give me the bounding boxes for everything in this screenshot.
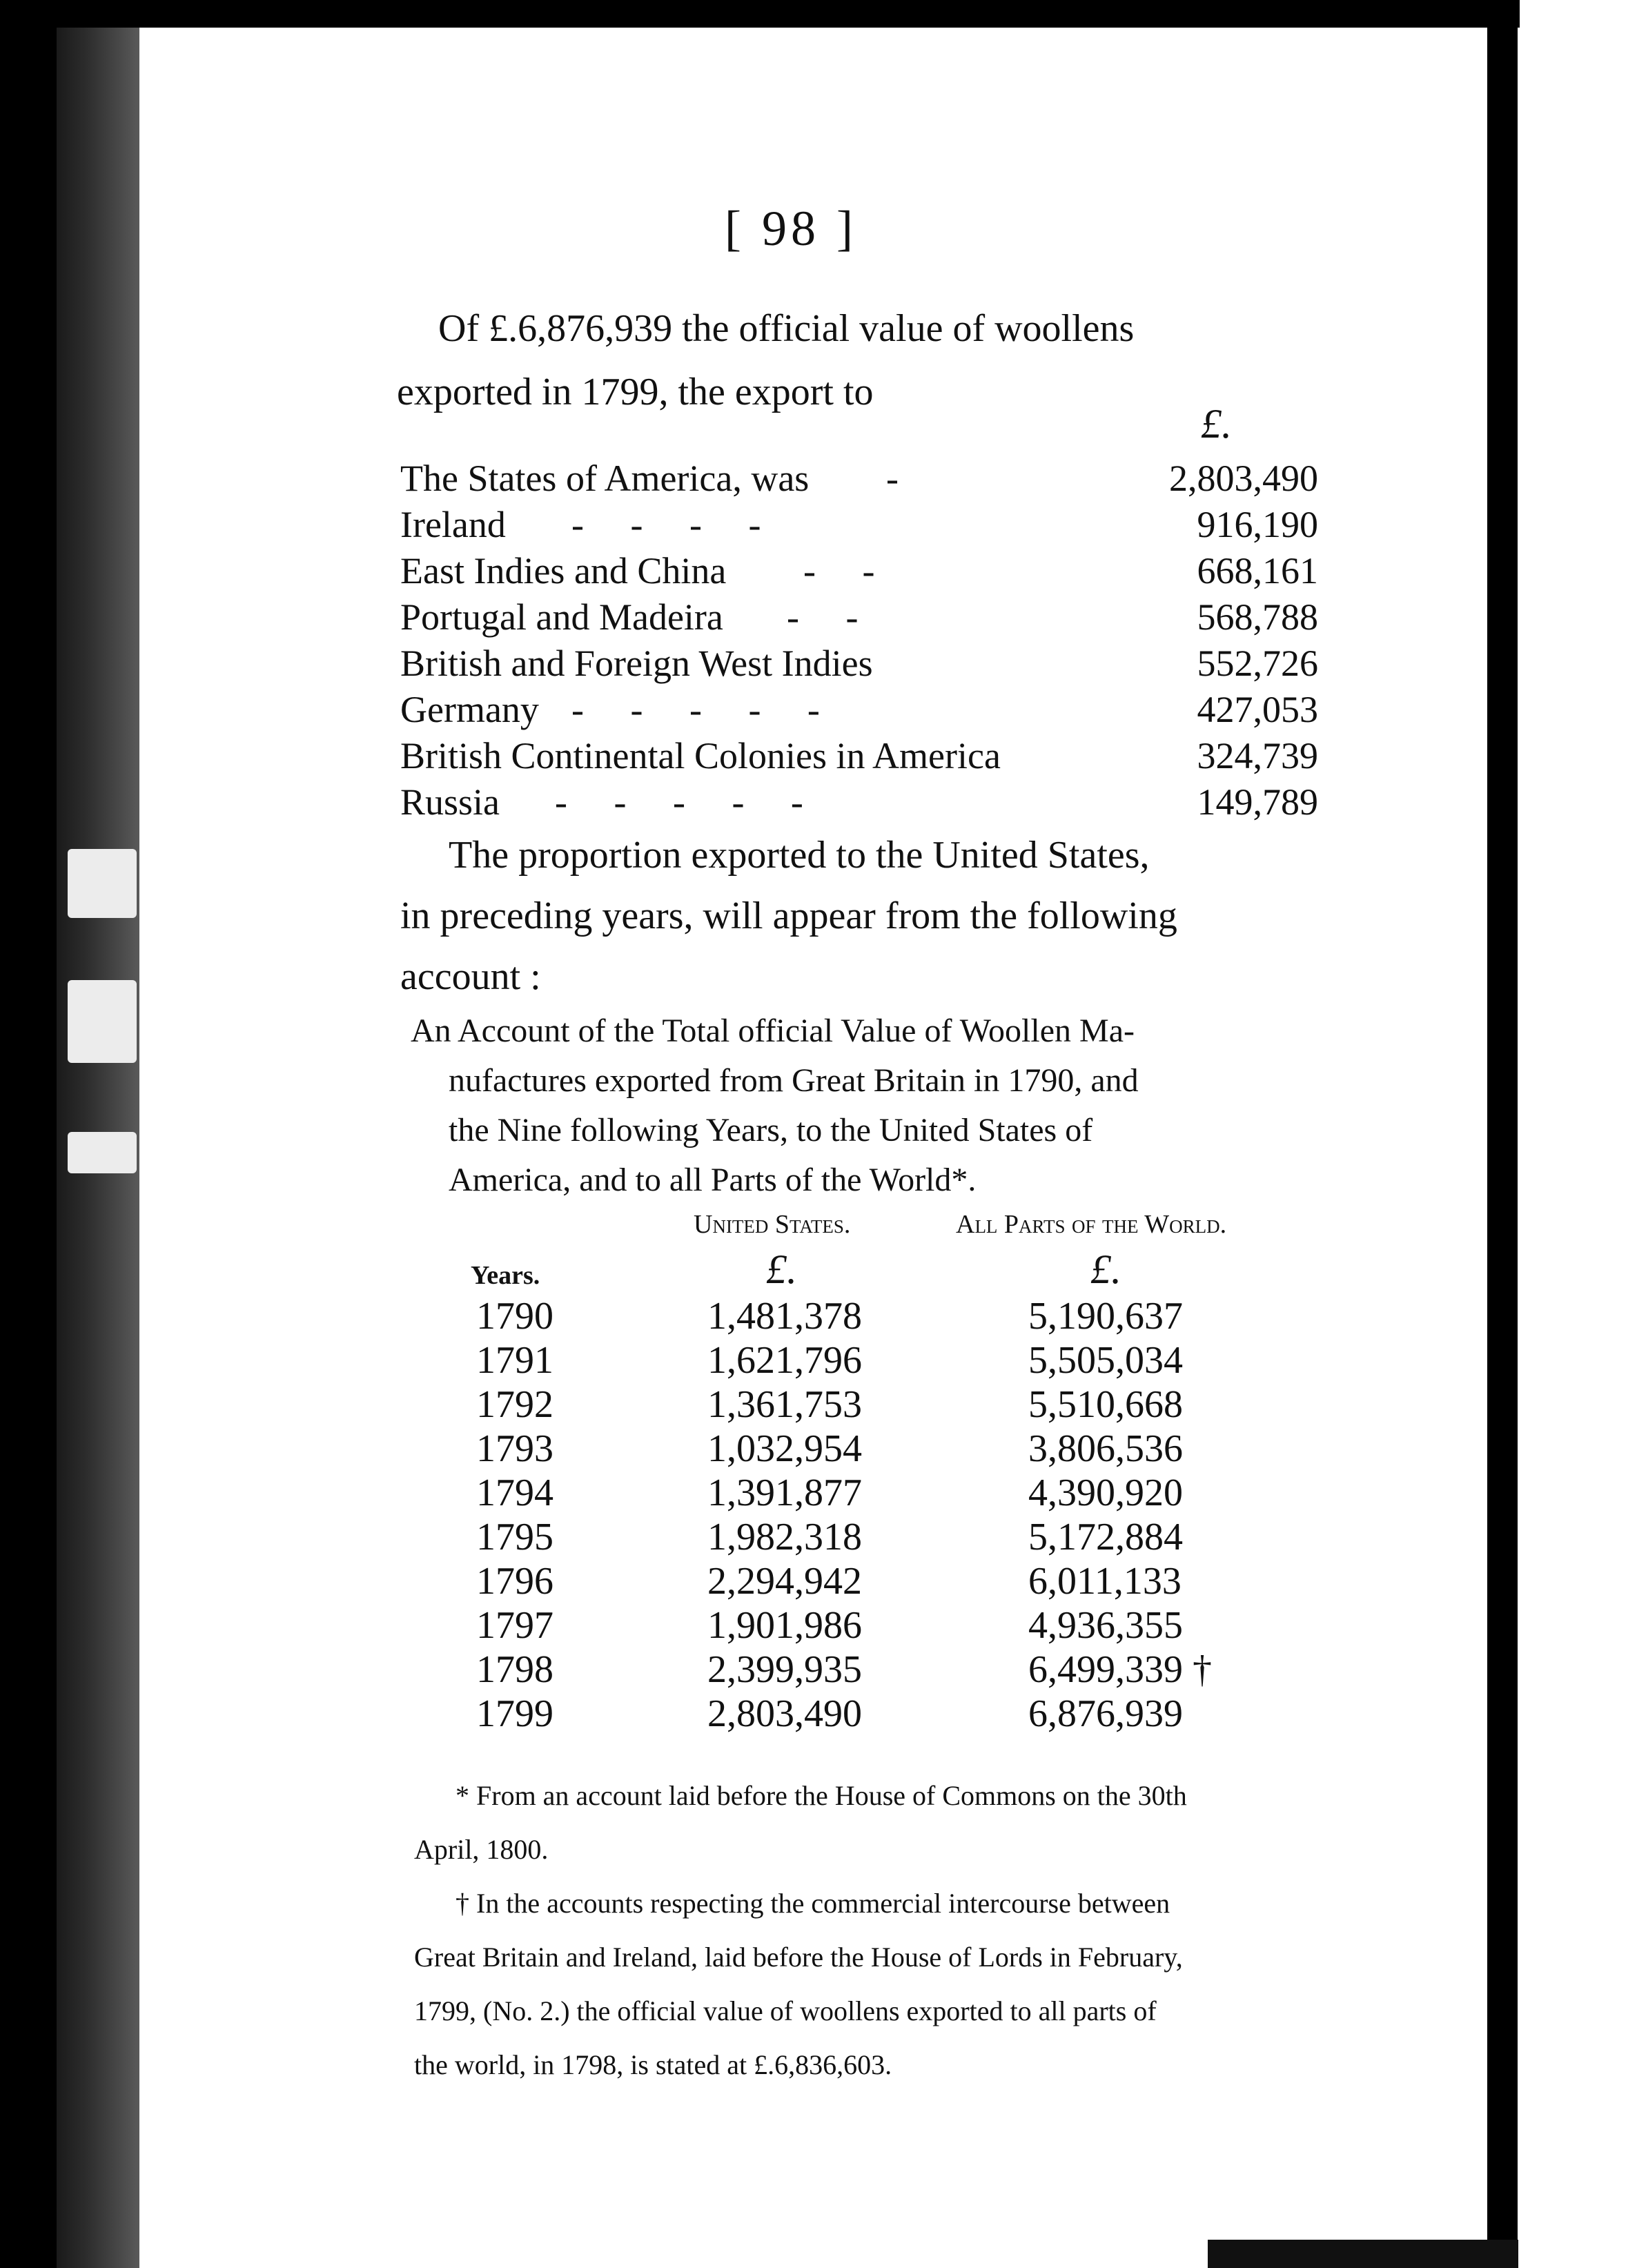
world-value-cell: 6,876,939 xyxy=(1028,1692,1183,1735)
export-row xyxy=(400,502,1318,548)
export-value: 149,789 xyxy=(1197,781,1318,823)
export-value: 552,726 xyxy=(1197,643,1318,684)
proportion-line: in preceding years, will appear from the following xyxy=(400,895,1177,937)
export-value: 2,803,490 xyxy=(1169,458,1318,499)
year-cell: 1797 xyxy=(476,1604,553,1647)
world-currency-mark: £. xyxy=(1090,1247,1121,1292)
table-row xyxy=(476,1603,1304,1648)
export-destination: Ireland xyxy=(400,504,506,545)
export-row xyxy=(400,548,1318,594)
year-cell: 1799 xyxy=(476,1692,553,1735)
year-cell: 1798 xyxy=(476,1648,553,1691)
footnote-line: the world, in 1798, is stated at £.6,836,603. xyxy=(414,2049,892,2080)
export-destination: Russia xyxy=(400,781,500,823)
export-row xyxy=(400,687,1318,733)
export-leader: - - - - - xyxy=(571,689,820,730)
footnotes xyxy=(414,1769,1332,2092)
export-destination: Portugal and Madeira xyxy=(400,596,723,638)
table-row xyxy=(476,1294,1304,1338)
export-row xyxy=(400,641,1318,687)
world-value-cell: 6,011,133 xyxy=(1028,1560,1182,1603)
us-value-cell: 1,391,877 xyxy=(707,1472,862,1514)
proportion-line: account : xyxy=(400,955,541,998)
us-currency-mark: £. xyxy=(766,1247,797,1292)
footnote-line: Great Britain and Ireland, laid before the House of Lords in February, xyxy=(414,1942,1183,1973)
us-value-cell: 2,803,490 xyxy=(707,1692,862,1735)
export-leader: - - - - xyxy=(571,504,761,545)
export-destination: Germany xyxy=(400,689,539,730)
us-value-cell: 1,901,986 xyxy=(707,1604,862,1647)
export-row xyxy=(400,733,1318,779)
export-value: 324,739 xyxy=(1197,735,1318,776)
world-value-cell: 5,505,034 xyxy=(1028,1339,1183,1382)
us-value-cell: 2,399,935 xyxy=(707,1648,862,1691)
united-states-column-header: United States. xyxy=(694,1210,851,1239)
account-title-line: nufactures exported from Great Britain in 1790, and xyxy=(449,1062,1139,1099)
world-value-cell: 5,190,637 xyxy=(1028,1295,1183,1338)
account-title-line: America, and to all Parts of the World*. xyxy=(449,1162,977,1198)
proportion-paragraph xyxy=(400,825,1318,1007)
table-row xyxy=(476,1648,1304,1692)
account-title xyxy=(411,1006,1315,1205)
world-value-cell: 3,806,536 xyxy=(1028,1427,1183,1470)
account-title-line: the Nine following Years, to the United States of xyxy=(449,1112,1093,1148)
account-title-line: An Account of the Total official Value of Woollen Ma- xyxy=(411,1013,1135,1049)
table-row xyxy=(476,1338,1304,1382)
footnote-line: † In the accounts respecting the commercial intercourse between xyxy=(455,1888,1170,1919)
export-value: 568,788 xyxy=(1197,596,1318,638)
year-cell: 1792 xyxy=(476,1383,553,1426)
export-currency-heading: £. xyxy=(1201,401,1232,447)
world-value-cell: 4,390,920 xyxy=(1028,1472,1183,1514)
page-number: [ 98 ] xyxy=(725,201,857,256)
export-row xyxy=(400,779,1318,825)
intro-line: Of £.6,876,939 the official value of woollens xyxy=(438,307,1135,350)
table-row xyxy=(476,1471,1304,1515)
intro-paragraph xyxy=(397,297,1315,424)
export-leader: - - xyxy=(803,550,875,592)
table-row xyxy=(476,1692,1304,1736)
year-cell: 1793 xyxy=(476,1427,553,1470)
proportion-line: The proportion exported to the United States, xyxy=(449,834,1150,877)
export-list xyxy=(400,456,1318,825)
scan-border-right xyxy=(1487,0,1518,2268)
footnote-line: * From an account laid before the House of Commons on the 30th xyxy=(455,1780,1187,1811)
export-destination: British and Foreign West Indies xyxy=(400,643,873,684)
table-row xyxy=(476,1515,1304,1559)
export-leader: - xyxy=(886,458,899,499)
intro-line: exported in 1799, the export to xyxy=(397,371,874,413)
world-column-header: All Parts of the World. xyxy=(956,1210,1227,1239)
export-row xyxy=(400,594,1318,641)
export-leader: - - - - - xyxy=(555,781,803,823)
export-destination: The States of America, was xyxy=(400,458,810,499)
year-cell: 1794 xyxy=(476,1472,553,1514)
world-value-cell: 4,936,355 xyxy=(1028,1604,1183,1647)
year-cell: 1796 xyxy=(476,1560,553,1603)
us-value-cell: 1,481,378 xyxy=(707,1295,862,1338)
world-value-cell: 6,499,339 † xyxy=(1028,1648,1212,1691)
world-value-cell: 5,510,668 xyxy=(1028,1383,1183,1426)
years-column-header: Years. xyxy=(471,1261,540,1290)
binding-mark xyxy=(68,980,137,1063)
scan-border-top xyxy=(57,0,1520,28)
woollen-exports-table xyxy=(476,1294,1304,1736)
world-value-cell: 5,172,884 xyxy=(1028,1516,1183,1558)
year-cell: 1795 xyxy=(476,1516,553,1558)
export-value: 668,161 xyxy=(1197,550,1318,592)
table-row xyxy=(476,1427,1304,1471)
export-destination: East Indies and China xyxy=(400,550,727,592)
export-destination: British Continental Colonies in America xyxy=(400,735,1001,776)
export-leader: - - xyxy=(787,596,859,638)
us-value-cell: 1,361,753 xyxy=(707,1383,862,1426)
us-value-cell: 1,032,954 xyxy=(707,1427,862,1470)
us-value-cell: 1,982,318 xyxy=(707,1516,862,1558)
binding-mark xyxy=(68,849,137,918)
footnote-line: April, 1800. xyxy=(414,1834,549,1865)
export-value: 427,053 xyxy=(1197,689,1318,730)
export-value: 916,190 xyxy=(1197,504,1318,545)
us-value-cell: 2,294,942 xyxy=(707,1560,862,1603)
year-cell: 1790 xyxy=(476,1295,553,1338)
binding-mark xyxy=(68,1132,137,1173)
scan-border-bottom xyxy=(1208,2240,1518,2268)
year-cell: 1791 xyxy=(476,1339,553,1382)
export-row xyxy=(400,456,1318,502)
table-row xyxy=(476,1559,1304,1603)
scan-border-left xyxy=(0,0,57,2268)
table-row xyxy=(476,1382,1304,1427)
footnote-line: 1799, (No. 2.) the official value of woollens exported to all parts of xyxy=(414,1995,1157,2026)
us-value-cell: 1,621,796 xyxy=(707,1339,862,1382)
